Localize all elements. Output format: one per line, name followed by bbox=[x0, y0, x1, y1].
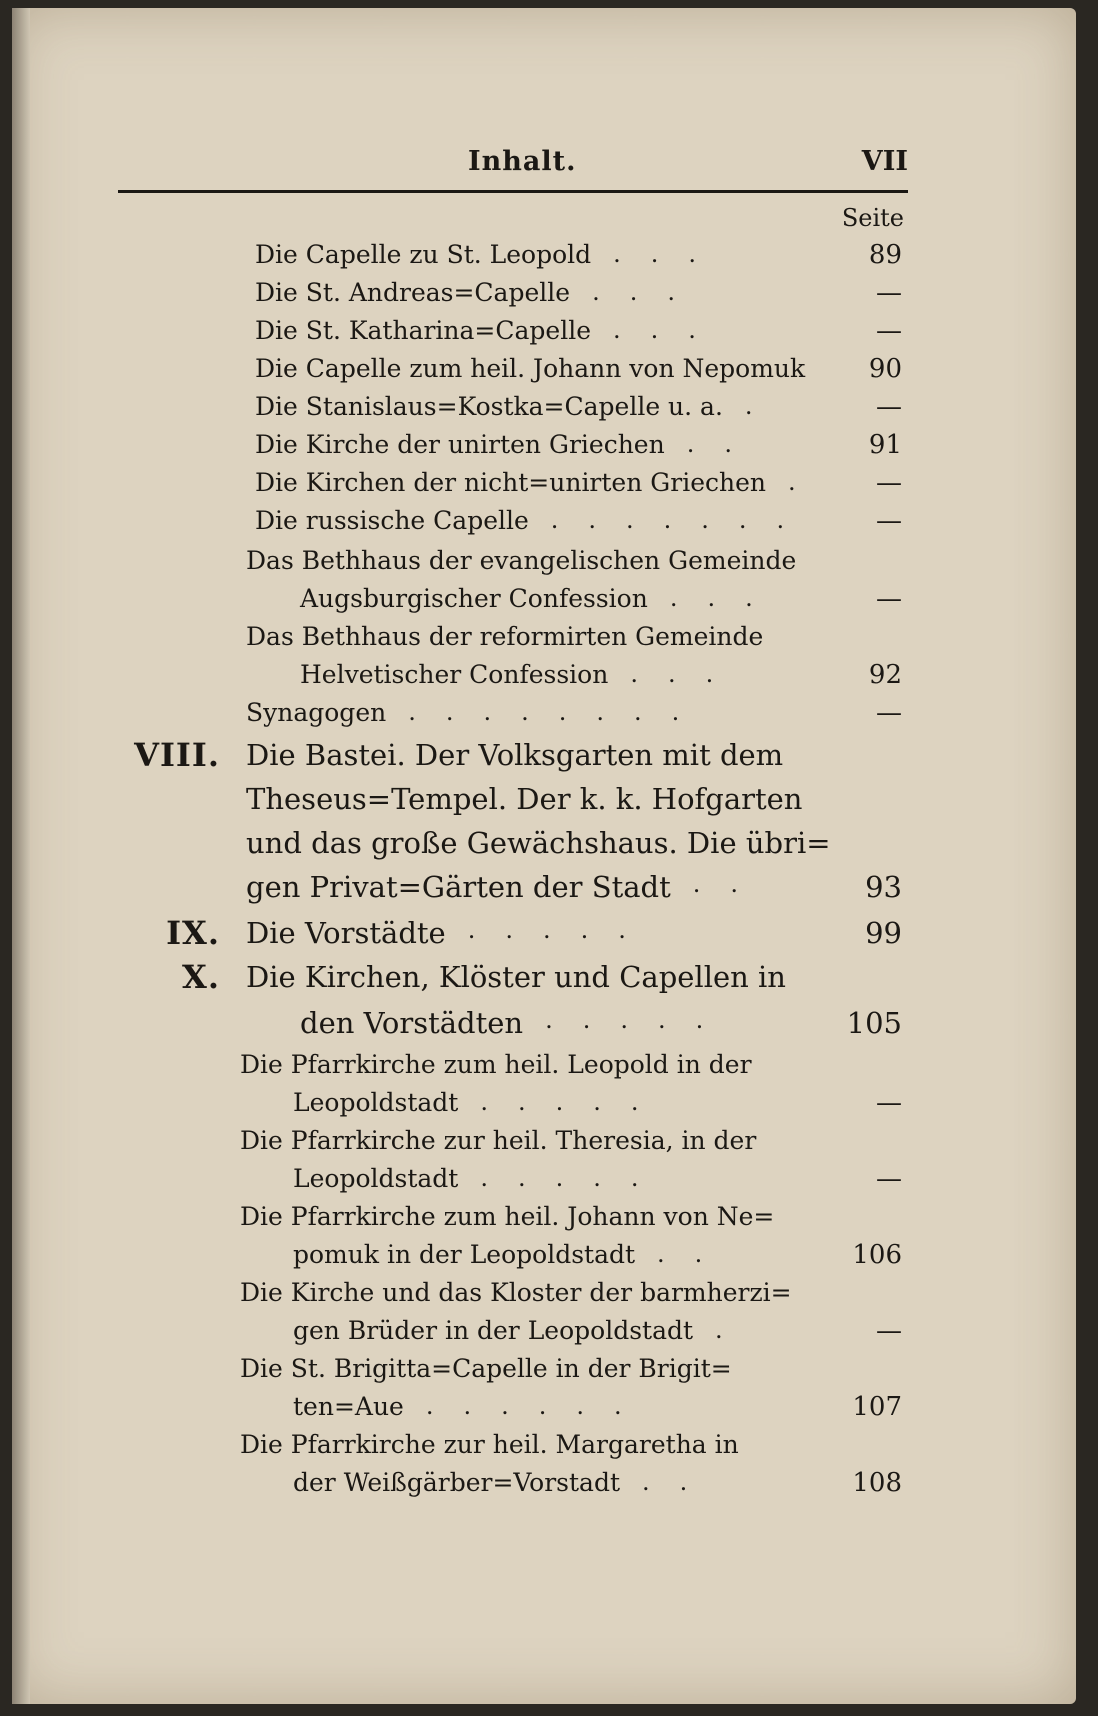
leader-dots: .. bbox=[642, 1468, 718, 1496]
entry-text: Die Kirchen der nicht=unirten Griechen bbox=[255, 468, 766, 497]
header-page-number: VII bbox=[861, 146, 908, 177]
entry-text: Das Bethhaus der reformirten Gemeinde bbox=[246, 622, 764, 651]
leader-dots: ... bbox=[669, 584, 783, 612]
entry-text: Die Kirchen, Klöster und Capellen in bbox=[246, 960, 786, 994]
leader-dots: ..... bbox=[545, 1006, 734, 1034]
page-reference: 99 bbox=[865, 916, 902, 950]
header-title: Inhalt. bbox=[468, 146, 577, 177]
entry-text: Die St. Brigitta=Capelle in der Brigit= bbox=[240, 1354, 732, 1383]
leader-dots: ... bbox=[613, 240, 727, 268]
page-reference: 106 bbox=[852, 1240, 902, 1270]
entry-text: Augsburgischer Confession bbox=[300, 584, 648, 613]
entry-text: pomuk in der Leopoldstadt bbox=[293, 1240, 636, 1269]
leader-dots: ... bbox=[592, 278, 705, 306]
entry-text: Die St. Andreas=Capelle bbox=[255, 278, 571, 307]
entry-text: Die Capelle zu St. Leopold bbox=[255, 240, 592, 269]
page-reference: 90 bbox=[868, 354, 902, 384]
leader-dots: . bbox=[744, 392, 783, 420]
entry-text: Synagogen bbox=[246, 698, 387, 727]
leader-dots: ....... bbox=[550, 506, 815, 534]
page-reference: — bbox=[876, 1316, 902, 1346]
entry-text: Die Pfarrkirche zur heil. Margaretha in bbox=[240, 1430, 739, 1459]
page-reference: — bbox=[876, 278, 902, 308]
page-reference: 107 bbox=[852, 1392, 902, 1422]
leader-dots: ...... bbox=[425, 1392, 652, 1420]
leader-dots: ..... bbox=[480, 1088, 669, 1116]
leader-dots: ... bbox=[630, 660, 744, 688]
page-reference: — bbox=[876, 316, 902, 346]
page-reference: — bbox=[876, 1164, 902, 1194]
entry-text: Leopoldstadt bbox=[293, 1164, 459, 1193]
entry-text: der Weißgärber=Vorstadt bbox=[293, 1468, 620, 1497]
leader-dots: .. bbox=[657, 1240, 733, 1268]
section-number: X. bbox=[182, 958, 220, 996]
page-reference: — bbox=[876, 584, 902, 614]
page-reference: 108 bbox=[852, 1468, 902, 1498]
page-reference: 93 bbox=[865, 870, 902, 904]
page-reference: — bbox=[876, 698, 902, 728]
entry-text: ten=Aue bbox=[293, 1392, 404, 1421]
leader-dots: ..... bbox=[467, 916, 656, 944]
page-gutter bbox=[12, 8, 30, 1704]
leader-dots: . bbox=[715, 1316, 753, 1344]
entry-text: Die Capelle zum heil. Johann von Nepomuk bbox=[255, 354, 806, 383]
entry-text: Die Kirche und das Kloster der barmherzi= bbox=[240, 1278, 792, 1307]
leader-dots: .. bbox=[692, 870, 769, 898]
section-number: IX. bbox=[166, 914, 220, 952]
entry-text: Die Kirche der unirten Griechen bbox=[255, 430, 665, 459]
page-reference: — bbox=[876, 468, 902, 498]
leader-dots: .. bbox=[686, 430, 762, 458]
entry-text: Helvetischer Confession bbox=[300, 660, 609, 689]
entry-text: Die russische Capelle bbox=[255, 506, 529, 535]
entry-text: Die Vorstädte bbox=[246, 916, 446, 950]
section-number: VIII. bbox=[134, 736, 220, 774]
page-reference: — bbox=[876, 1088, 902, 1118]
leader-dots: ... bbox=[613, 316, 726, 344]
page-reference: — bbox=[876, 506, 902, 536]
header-rule bbox=[118, 190, 908, 193]
entry-text: Die Pfarrkirche zum heil. Johann von Ne= bbox=[240, 1202, 775, 1231]
page-reference: — bbox=[876, 392, 902, 422]
seite-column-label: Seite bbox=[841, 204, 904, 232]
page-reference: 105 bbox=[846, 1006, 902, 1040]
entry-text: gen Privat=Gärten der Stadt bbox=[246, 870, 671, 904]
leader-dots: ........ bbox=[408, 698, 710, 726]
entry-text: Theseus=Tempel. Der k. k. Hofgarten bbox=[246, 782, 803, 816]
entry-text: Die St. Katharina=Capelle bbox=[255, 316, 591, 345]
page-reference: 89 bbox=[868, 240, 902, 270]
entry-text: Die Bastei. Der Volksgarten mit dem bbox=[246, 738, 784, 772]
page-reference: 91 bbox=[868, 430, 902, 460]
entry-text: und das große Gewächshaus. Die übri= bbox=[246, 826, 831, 860]
entry-text: Die Pfarrkirche zur heil. Theresia, in der bbox=[240, 1126, 757, 1155]
entry-text: Das Bethhaus der evangelischen Gemeinde bbox=[246, 546, 797, 575]
entry-text: Die Pfarrkirche zum heil. Leopold in der bbox=[240, 1050, 752, 1079]
entry-text: Leopoldstadt bbox=[293, 1088, 459, 1117]
entry-text: den Vorstädten bbox=[300, 1006, 524, 1040]
entry-text: gen Brüder in der Leopoldstadt bbox=[293, 1316, 694, 1345]
leader-dots: . bbox=[788, 468, 826, 496]
leader-dots: ..... bbox=[480, 1164, 669, 1192]
entry-text: Die Stanislaus=Kostka=Capelle u. a. bbox=[255, 392, 723, 421]
page-reference: 92 bbox=[868, 660, 902, 690]
running-header bbox=[118, 146, 908, 186]
